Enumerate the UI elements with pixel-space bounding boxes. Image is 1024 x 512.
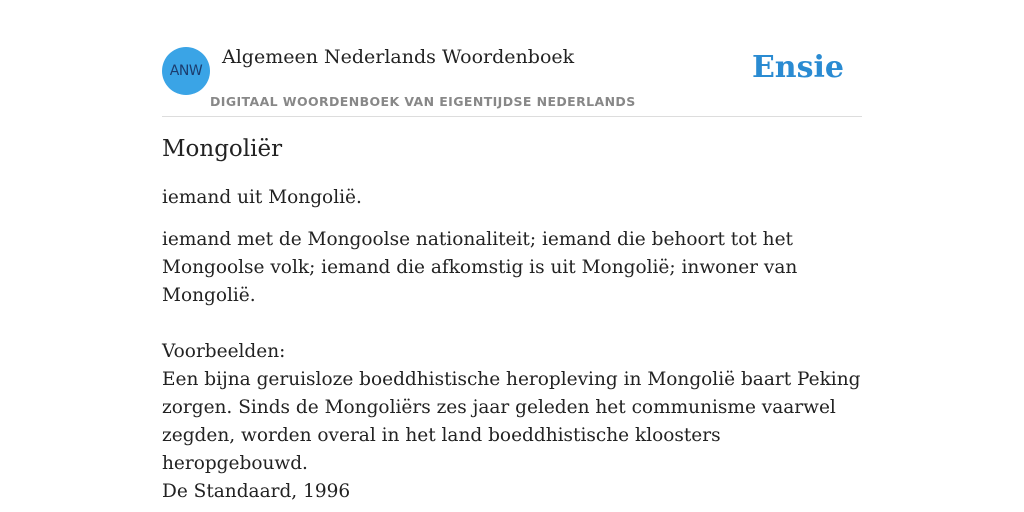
- site-subtitle: DIGITAAL WOORDENBOEK VAN EIGENTIJDSE NEDERLANDS: [210, 94, 636, 109]
- example-text: Een bijna geruisloze boeddhistische heropleving in Mongolië baart Peking zorgen. Sinds de Mongoliërs zes jaar geleden het communisme vaarwel zegden, worden overal in het land boeddhistische kloosters heropgebouwd.: [162, 369, 861, 474]
- spacer: [162, 310, 862, 338]
- entry-content: [162, 136, 862, 506]
- ensie-brand-link[interactable]: Ensie: [751, 50, 844, 85]
- example-source: De Standaard, 1996: [162, 481, 351, 502]
- entry-definition: iemand uit Mongolië.: [162, 187, 362, 208]
- anw-logo[interactable]: ANW: [162, 47, 210, 95]
- site-header: [162, 40, 862, 117]
- examples-label: Voorbeelden:: [162, 341, 286, 362]
- entry-explanation: iemand met de Mongoolse nationaliteit; iemand die behoort tot het Mongoolse volk; iemand die afkomstig is uit Mongolië; inwoner van Mongolië.: [162, 229, 798, 306]
- entry-title: Mongoliër: [162, 136, 283, 162]
- site-title[interactable]: Algemeen Nederlands Woordenboek: [222, 46, 575, 68]
